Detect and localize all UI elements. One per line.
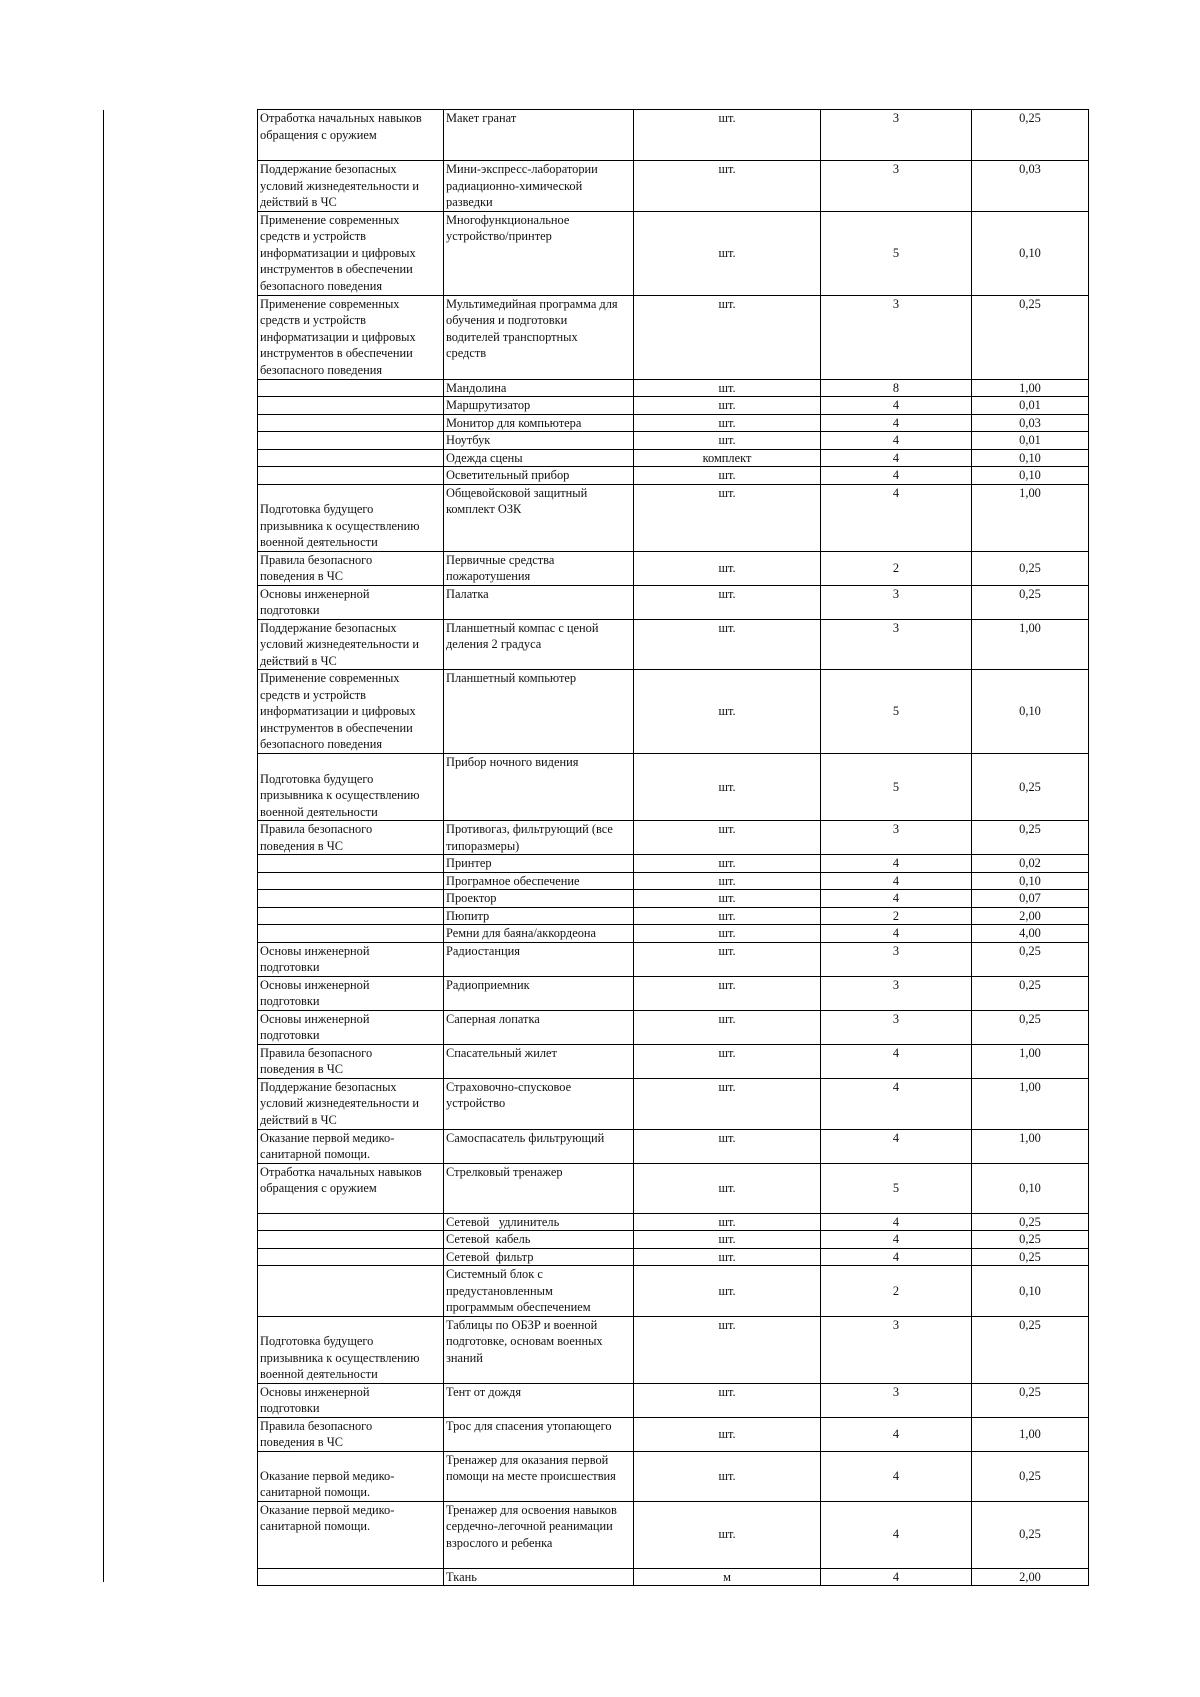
table-row: [258, 1010, 1089, 1044]
table-row: [258, 1266, 1089, 1317]
item-name-cell: Саперная лопатка: [446, 1011, 540, 1026]
item-name-cell: Програмное обеспечение: [444, 872, 634, 890]
section-cell: Подготовка будущего призывника к осуществлению военной деятельности: [260, 502, 420, 549]
unit-cell: комплект: [634, 449, 821, 467]
section-cell: [258, 1231, 444, 1249]
item-name-cell: Монитор для компьютера: [444, 414, 634, 432]
section-cell: Подготовка будущего призывника к осуществлению военной деятельности: [260, 1334, 420, 1381]
quantity-cell: 4: [821, 432, 972, 450]
unit-cell: шт.: [634, 1129, 821, 1163]
quantity-cell: 8: [821, 379, 972, 397]
unit-cell: шт.: [634, 1078, 821, 1129]
rate-cell: 0,25: [972, 942, 1089, 976]
quantity-cell: 4: [821, 449, 972, 467]
quantity-cell: 3: [821, 110, 972, 161]
item-name-cell: Таблицы по ОБЗР и военной подготовке, основам военных знаний: [446, 1317, 603, 1365]
unit-cell: шт.: [634, 890, 821, 908]
unit-cell: шт.: [634, 397, 821, 415]
item-name-cell: Радиоприемник: [446, 977, 530, 992]
section-cell: Подготовка будущего призывника к осуществлению военной деятельности: [260, 771, 420, 819]
quantity-cell: 4: [821, 1044, 972, 1078]
unit-cell: шт.: [634, 467, 821, 485]
section-cell: Оказание первой медико- санитарной помощи.: [260, 1502, 395, 1533]
rate-cell: 0,10: [972, 1266, 1089, 1317]
item-name-cell: Ноутбук: [444, 432, 634, 450]
quantity-cell: 3: [821, 1010, 972, 1044]
table-row: [258, 942, 1089, 976]
rate-cell: 2,00: [972, 1568, 1089, 1586]
rate-cell: 0,25: [972, 1010, 1089, 1044]
quantity-cell: 3: [821, 821, 972, 855]
quantity-cell: 4: [821, 1213, 972, 1231]
table-row: [258, 1231, 1089, 1249]
section-cell: [258, 1266, 444, 1317]
rate-cell: 0,25: [972, 1213, 1089, 1231]
section-cell: [258, 1568, 444, 1586]
unit-cell: шт.: [634, 211, 821, 295]
quantity-cell: 5: [821, 754, 972, 821]
section-cell: Отработка начальных навыков обращения с оружием: [260, 1164, 422, 1195]
rate-cell: 0,25: [972, 585, 1089, 619]
table-row: [258, 1078, 1089, 1129]
rate-cell: 0,25: [972, 754, 1089, 821]
item-name-cell: Общевойсковой защитный комплект ОЗК: [446, 485, 588, 516]
item-name-cell: Мандолина: [444, 379, 634, 397]
quantity-cell: 4: [821, 1129, 972, 1163]
rate-cell: 0,25: [972, 1248, 1089, 1266]
table-row: [258, 467, 1089, 485]
unit-cell: шт.: [634, 1383, 821, 1417]
unit-cell: шт.: [634, 551, 821, 585]
quantity-cell: 2: [821, 907, 972, 925]
item-name-cell: Самоспасатель фильтрующий: [446, 1130, 605, 1145]
table-row: [258, 1383, 1089, 1417]
rate-cell: 0,25: [972, 1231, 1089, 1249]
section-cell: Поддержание безопасных условий жизнедеятельности и действий в ЧС: [260, 1079, 419, 1127]
section-cell: Отработка начальных навыков обращения с оружием: [260, 111, 422, 142]
unit-cell: шт.: [634, 907, 821, 925]
quantity-cell: 4: [821, 872, 972, 890]
section-cell: [258, 414, 444, 432]
quantity-cell: 4: [821, 1501, 972, 1568]
item-name-cell: Маршрутизатор: [444, 397, 634, 415]
unit-cell: шт.: [634, 1316, 821, 1383]
unit-cell: шт.: [634, 1417, 821, 1451]
table-row: [258, 379, 1089, 397]
unit-cell: шт.: [634, 1163, 821, 1213]
unit-cell: шт.: [634, 925, 821, 943]
rate-cell: 1,00: [972, 484, 1089, 551]
table-row: [258, 1213, 1089, 1231]
table-row: [258, 821, 1089, 855]
unit-cell: шт.: [634, 1044, 821, 1078]
section-cell: [258, 397, 444, 415]
table-row: [258, 976, 1089, 1010]
section-cell: Оказание первой медико- санитарной помощи.: [260, 1130, 395, 1161]
section-cell: Основы инженерной подготовки: [260, 1384, 370, 1415]
table-row: [258, 872, 1089, 890]
quantity-cell: 3: [821, 161, 972, 212]
quantity-cell: 3: [821, 1316, 972, 1383]
table-row: [258, 1501, 1089, 1568]
item-name-cell: Палатка: [446, 586, 489, 601]
quantity-cell: 4: [821, 484, 972, 551]
section-cell: [258, 890, 444, 908]
quantity-cell: 5: [821, 211, 972, 295]
rate-cell: 0,25: [972, 976, 1089, 1010]
rate-cell: 0,25: [972, 551, 1089, 585]
item-name-cell: Страховочно-спусковое устройство: [446, 1079, 572, 1110]
unit-cell: шт.: [634, 1231, 821, 1249]
unit-cell: шт.: [634, 379, 821, 397]
quantity-cell: 4: [821, 925, 972, 943]
item-name-cell: Осветительный прибор: [444, 467, 634, 485]
rate-cell: 0,10: [972, 872, 1089, 890]
quantity-cell: 4: [821, 1248, 972, 1266]
table-row: [258, 1417, 1089, 1451]
rate-cell: 0,25: [972, 295, 1089, 379]
item-name-cell: Многофункциональное устройство/принтер: [446, 212, 570, 243]
item-name-cell: Прибор ночного видения: [446, 755, 579, 769]
section-cell: [258, 1213, 444, 1231]
rate-cell: 2,00: [972, 907, 1089, 925]
item-name-cell: Первичные средства пожаротушения: [446, 552, 555, 583]
rate-cell: 0,02: [972, 855, 1089, 873]
section-cell: Поддержание безопасных условий жизнедеятельности и действий в ЧС: [260, 162, 419, 209]
rate-cell: 0,25: [972, 1383, 1089, 1417]
quantity-cell: 4: [821, 1231, 972, 1249]
table-row: [258, 551, 1089, 585]
left-margin-rule: [103, 110, 104, 1582]
table-row: [258, 110, 1089, 161]
unit-cell: шт.: [634, 1451, 821, 1501]
quantity-cell: 3: [821, 619, 972, 670]
unit-cell: шт.: [634, 161, 821, 212]
section-cell: Правила безопасного поведения в ЧС: [260, 1045, 373, 1076]
table-row: [258, 432, 1089, 450]
item-name-cell: Ремни для баяна/аккордеона: [444, 925, 634, 943]
item-name-cell: Тент от дождя: [446, 1384, 522, 1399]
unit-cell: шт.: [634, 1248, 821, 1266]
item-name-cell: Планшетный компас с ценой деления 2 градуса: [446, 620, 599, 651]
item-name-cell: Планшетный компьютер: [446, 671, 577, 685]
section-cell: [258, 432, 444, 450]
unit-cell: шт.: [634, 976, 821, 1010]
unit-cell: шт.: [634, 585, 821, 619]
section-cell: [258, 449, 444, 467]
rate-cell: 0,10: [972, 467, 1089, 485]
quantity-cell: 4: [821, 1568, 972, 1586]
table-row: [258, 907, 1089, 925]
quantity-cell: 4: [821, 1451, 972, 1501]
rate-cell: 4,00: [972, 925, 1089, 943]
rate-cell: 0,25: [972, 1316, 1089, 1383]
item-name-cell: Ткань: [444, 1568, 634, 1586]
table-row: [258, 1316, 1089, 1383]
table-row: [258, 449, 1089, 467]
table-row: [258, 1451, 1089, 1501]
section-cell: Основы инженерной подготовки: [260, 943, 370, 974]
item-name-cell: Одежда сцены: [444, 449, 634, 467]
section-cell: Оказание первой медико- санитарной помощи.: [260, 1468, 395, 1499]
quantity-cell: 4: [821, 414, 972, 432]
item-name-cell: Проектор: [444, 890, 634, 908]
rate-cell: 1,00: [972, 619, 1089, 670]
unit-cell: м: [634, 1568, 821, 1586]
rate-cell: 0,25: [972, 1451, 1089, 1501]
table-row: [258, 1129, 1089, 1163]
unit-cell: шт.: [634, 1010, 821, 1044]
quantity-cell: 4: [821, 467, 972, 485]
section-cell: Применение современных средств и устройств информатизации и цифровых инструментов в обеспечении безопасного поведения: [260, 671, 416, 751]
rate-cell: 0,10: [972, 449, 1089, 467]
item-name-cell: Стрелковый тренажер: [446, 1164, 563, 1179]
table-row: [258, 414, 1089, 432]
item-name-cell: Радиостанция: [446, 943, 520, 958]
table-row: [258, 211, 1089, 295]
table-row: [258, 1248, 1089, 1266]
unit-cell: шт.: [634, 942, 821, 976]
unit-cell: шт.: [634, 1266, 821, 1317]
item-name-cell: Мини-экспресс-лаборатории радиационно-химической разведки: [446, 162, 598, 209]
section-cell: Применение современных средств и устройств информатизации и цифровых инструментов в обеспечении безопасного поведения: [260, 212, 416, 293]
section-cell: Основы инженерной подготовки: [260, 977, 370, 1008]
quantity-cell: 5: [821, 670, 972, 754]
item-name-cell: Системный блок с предустановленным программым обеспечением: [446, 1267, 591, 1314]
rate-cell: 0,03: [972, 414, 1089, 432]
quantity-cell: 4: [821, 1078, 972, 1129]
table-row: [258, 295, 1089, 379]
rate-cell: 0,10: [972, 670, 1089, 754]
section-cell: [258, 855, 444, 873]
rate-cell: 0,10: [972, 211, 1089, 295]
item-name-cell: Противогаз, фильтрующий (все типоразмеры): [446, 822, 613, 853]
rate-cell: 0,10: [972, 1163, 1089, 1213]
unit-cell: шт.: [634, 432, 821, 450]
section-cell: Правила безопасного поведения в ЧС: [260, 1418, 373, 1449]
section-cell: Основы инженерной подготовки: [260, 586, 370, 617]
rate-cell: 0,03: [972, 161, 1089, 212]
section-cell: [258, 1248, 444, 1266]
unit-cell: шт.: [634, 110, 821, 161]
unit-cell: шт.: [634, 295, 821, 379]
rate-cell: 0,25: [972, 110, 1089, 161]
unit-cell: шт.: [634, 1501, 821, 1568]
item-name-cell: Сетевой удлинитель: [444, 1213, 634, 1231]
table-row: [258, 1568, 1089, 1586]
table-row: [258, 585, 1089, 619]
quantity-cell: 4: [821, 1417, 972, 1451]
quantity-cell: 3: [821, 295, 972, 379]
item-name-cell: Сетевой фильтр: [444, 1248, 634, 1266]
unit-cell: шт.: [634, 872, 821, 890]
quantity-cell: 3: [821, 585, 972, 619]
table-row: [258, 890, 1089, 908]
item-name-cell: Тренажер для освоения навыков сердечно-легочной реанимации взрослого и ребенка: [446, 1502, 617, 1550]
quantity-cell: 4: [821, 397, 972, 415]
item-name-cell: Пюпитр: [444, 907, 634, 925]
table-row: [258, 397, 1089, 415]
quantity-cell: 3: [821, 942, 972, 976]
unit-cell: шт.: [634, 754, 821, 821]
section-cell: Применение современных средств и устройств информатизации и цифровых инструментов в обеспечении безопасного поведения: [260, 296, 416, 377]
section-cell: Правила безопасного поведения в ЧС: [260, 552, 373, 583]
quantity-cell: 5: [821, 1163, 972, 1213]
table-row: [258, 855, 1089, 873]
rate-cell: 1,00: [972, 1129, 1089, 1163]
unit-cell: шт.: [634, 484, 821, 551]
equipment-table: [257, 109, 1089, 1586]
unit-cell: шт.: [634, 619, 821, 670]
rate-cell: 1,00: [972, 1044, 1089, 1078]
table-row: [258, 754, 1089, 821]
unit-cell: шт.: [634, 1213, 821, 1231]
rate-cell: 0,07: [972, 890, 1089, 908]
item-name-cell: Спасательный жилет: [446, 1045, 557, 1060]
table-row: [258, 619, 1089, 670]
table-row: [258, 1163, 1089, 1213]
rate-cell: 1,00: [972, 1078, 1089, 1129]
section-cell: Поддержание безопасных условий жизнедеятельности и действий в ЧС: [260, 620, 419, 668]
section-cell: [258, 925, 444, 943]
table-row: [258, 161, 1089, 212]
item-name-cell: Мультимедийная программа для обучения и подготовки водителей транспортных средств: [446, 296, 618, 360]
rate-cell: 0,25: [972, 1501, 1089, 1568]
item-name-cell: Сетевой кабель: [444, 1231, 634, 1249]
table-row: [258, 484, 1089, 551]
unit-cell: шт.: [634, 821, 821, 855]
rate-cell: 0,25: [972, 821, 1089, 855]
rate-cell: 0,01: [972, 397, 1089, 415]
table-row: [258, 925, 1089, 943]
rate-cell: 0,01: [972, 432, 1089, 450]
item-name-cell: Тренажер для оказания первой помощи на месте происшествия: [446, 1452, 616, 1483]
section-cell: Основы инженерной подготовки: [260, 1011, 370, 1042]
quantity-cell: 2: [821, 551, 972, 585]
item-name-cell: Макет гранат: [446, 111, 517, 125]
rate-cell: 1,00: [972, 379, 1089, 397]
quantity-cell: 2: [821, 1266, 972, 1317]
section-cell: [258, 379, 444, 397]
quantity-cell: 3: [821, 1383, 972, 1417]
section-cell: [258, 467, 444, 485]
section-cell: [258, 872, 444, 890]
quantity-cell: 4: [821, 855, 972, 873]
unit-cell: шт.: [634, 670, 821, 754]
item-name-cell: Принтер: [444, 855, 634, 873]
item-name-cell: Трос для спасения утопающего: [446, 1418, 612, 1433]
section-cell: Правила безопасного поведения в ЧС: [260, 822, 373, 853]
table-row: [258, 1044, 1089, 1078]
quantity-cell: 4: [821, 890, 972, 908]
table-row: [258, 670, 1089, 754]
section-cell: [258, 907, 444, 925]
unit-cell: шт.: [634, 414, 821, 432]
quantity-cell: 3: [821, 976, 972, 1010]
rate-cell: 1,00: [972, 1417, 1089, 1451]
unit-cell: шт.: [634, 855, 821, 873]
